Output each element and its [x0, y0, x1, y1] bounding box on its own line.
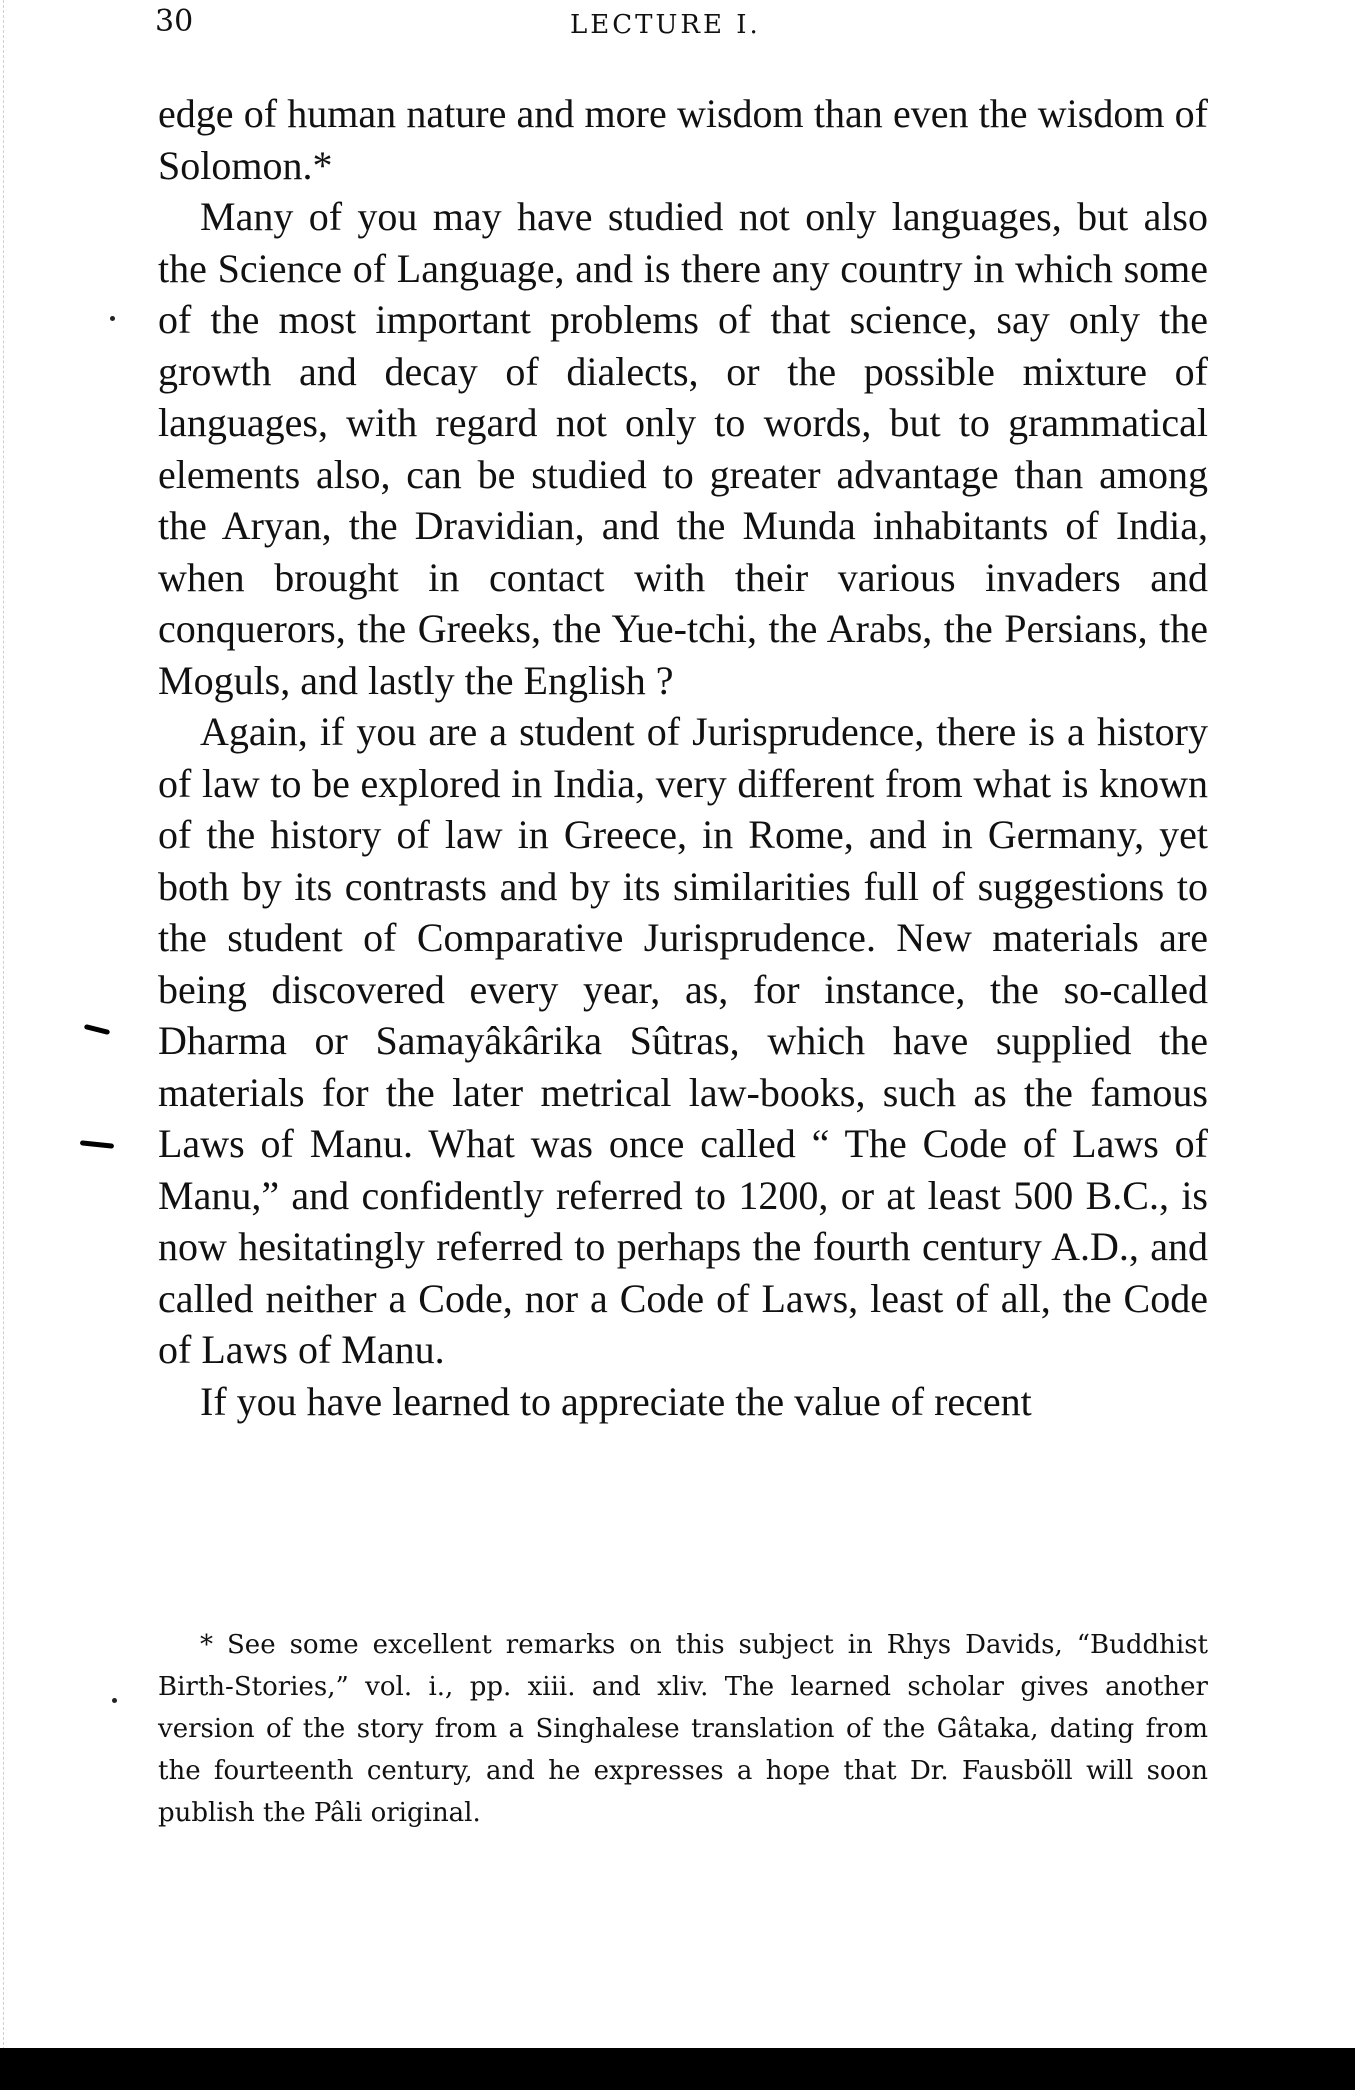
page-header — [155, 4, 1210, 44]
binding-edge — [3, 0, 8, 2090]
footnote: * See some excellent remarks on this subject in Rhys Davids, “Buddhist Birth-Stories,” vol. i., pp. xiii. and xliv. The learned scholar gives another version of the story from a Singhalese translation of the Gâtaka, dating from the fourteenth century, and he expresses a hope that Dr. Fausböll will soon publish the Pâli original. — [158, 1630, 1208, 1828]
scan-bottom-edge — [0, 2048, 1355, 2090]
margin-dot — [110, 316, 115, 321]
paragraph-science-of-language: Many of you may have studied not only languages, but also the Science of Language, and is there any country in which some of the most important problems of that science, say only the growth and decay of dialects, or the possible mixture of languages, with regard not only to words, but to grammatical elements also, can be studied to greater advantage than among the Aryan, the Dravidian, and the Munda inhabitants of India, when brought in contact with their various invaders and conquerors, the Greeks, the Yue-tchi, the Arabs, the Persians, the Moguls, and lastly the English ? — [158, 194, 1208, 703]
page-number: 30 — [155, 4, 194, 39]
running-head: LECTURE I. — [570, 10, 761, 40]
paragraph-recent: If you have learned to appreciate the value of recent — [200, 1378, 1032, 1424]
paragraph-jurisprudence: Again, if you are a student of Jurisprudence, there is a history of law to be explored in India, very different from what is known of the history of law in Greece, in Rome, and in Germany, yet both by its contrasts and by its similarities full of suggestions to the student of Comparative Jurisprudence. New materials are being discovered every year, as, for instance, the so-called Dharma or Samayâkârika Sûtras, which have supplied the materials for the later metrical law-books, such as the famous Laws of Manu. What was once called “ The Code of Laws of Manu,” and confidently referred to 1200, or at least 500 B.C., is now hesitatingly referred to perhaps the fourth century A.D., and called neither a Code, nor a Code of Laws, least of all, the Code of Laws of Manu. — [158, 709, 1208, 1372]
margin-mark-dharma — [80, 1140, 114, 1149]
margin-dot — [112, 1698, 117, 1703]
main-text — [158, 88, 1208, 1427]
paragraph-continuation: edge of human nature and more wisdom than even the wisdom of Solomon.* — [158, 91, 1208, 188]
margin-mark-1200 — [84, 1024, 110, 1035]
